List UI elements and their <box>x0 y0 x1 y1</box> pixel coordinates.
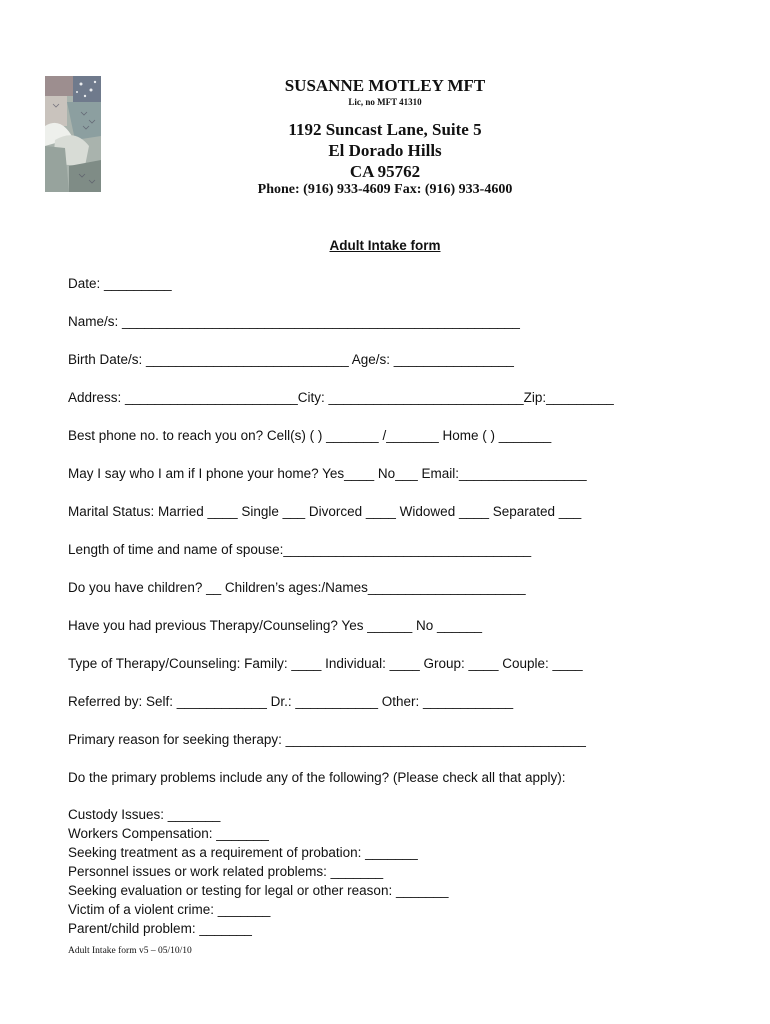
field-therapy-type: Type of Therapy/Counseling: Family: ____ Individual: ____ Group: ____ Couple: ____ <box>68 656 583 671</box>
form-title: Adult Intake form <box>329 238 441 253</box>
field-children: Do you have children? __ Children’s ages:/Names_____________________ <box>68 580 526 595</box>
field-spouse: Length of time and name of spouse:_________________________________ <box>68 542 532 557</box>
field-consent-email: May I say who I am if I phone your home? Yes____ No___ Email:_________________ <box>68 466 587 481</box>
phone-fax: Phone: (916) 933-4609 Fax: (916) 933-4600 <box>257 182 513 197</box>
check-violent-crime: Victim of a violent crime: _______ <box>68 902 271 917</box>
license-number: Lic, no MFT 41310 <box>348 97 422 107</box>
field-marital-status: Marital Status: Married ____ Single ___ Divorced ____ Widowed ____ Separated ___ <box>68 504 582 519</box>
address-line-1: 1192 Suncast Lane, Suite 5 <box>288 120 482 139</box>
field-previous-therapy: Have you had previous Therapy/Counseling? Yes ______ No ______ <box>68 618 483 633</box>
check-personnel: Personnel issues or work related problems: _______ <box>68 864 384 879</box>
field-primary-reason: Primary reason for seeking therapy: ________________________________________ <box>68 732 586 747</box>
check-custody: Custody Issues: _______ <box>68 807 221 822</box>
field-birth-age: Birth Date/s: ___________________________ Age/s: ________________ <box>68 352 514 367</box>
check-probation: Seeking treatment as a requirement of probation: _______ <box>68 845 418 860</box>
check-evaluation: Seeking evaluation or testing for legal or other reason: _______ <box>68 883 449 898</box>
check-workers-comp: Workers Compensation: _______ <box>68 826 269 841</box>
field-address: Address: _______________________City: __________________________Zip:_________ <box>68 390 614 405</box>
field-names: Name/s: _____________________________________________________ <box>68 314 520 329</box>
practitioner-name: SUSANNE MOTLEY MFT <box>284 76 486 95</box>
field-phone: Best phone no. to reach you on? Cell(s) ( ) _______ /_______ Home ( ) _______ <box>68 428 552 443</box>
field-referred-by: Referred by: Self: ____________ Dr.: ___________ Other: ____________ <box>68 694 514 709</box>
form-version: Adult Intake form v5 – 05/10/10 <box>68 946 192 956</box>
address-line-2: El Dorado Hills <box>328 141 442 160</box>
check-parent-child: Parent/child problem: _______ <box>68 921 252 936</box>
logo-artwork <box>45 76 101 192</box>
address-line-3: CA 95762 <box>349 162 421 181</box>
problems-question: Do the primary problems include any of the following? (Please check all that apply): <box>68 770 566 785</box>
field-date: Date: _________ <box>68 276 172 291</box>
